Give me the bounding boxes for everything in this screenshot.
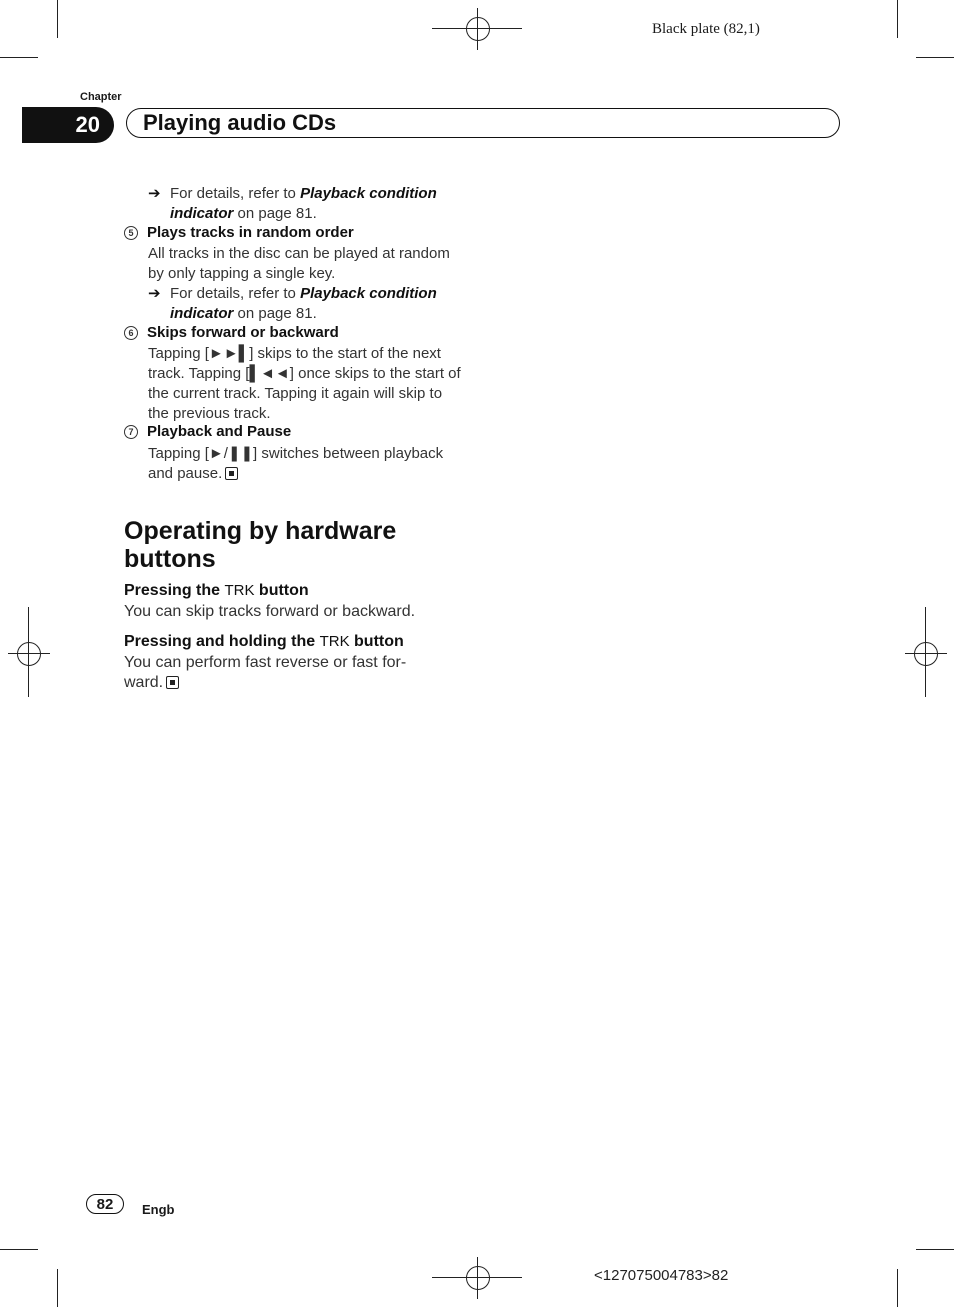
section-title: Operating by hardware buttons bbox=[124, 517, 397, 573]
item-number: 7 bbox=[124, 425, 138, 439]
crop-mark bbox=[57, 0, 58, 38]
item-7-heading: 7 Playback and Pause bbox=[124, 423, 291, 440]
end-of-section-icon bbox=[225, 467, 238, 480]
registration-circle bbox=[466, 17, 490, 41]
reference-link[interactable]: indicator bbox=[170, 305, 234, 322]
crop-mark bbox=[57, 1269, 58, 1307]
item-6-body: track. Tapping [▌◄◄] once skips to the start of bbox=[148, 365, 461, 382]
item-5-body: All tracks in the disc can be played at random bbox=[148, 245, 450, 262]
item-5-heading: 5 Plays tracks in random order bbox=[124, 224, 354, 241]
item-6-heading: 6 Skips forward or backward bbox=[124, 324, 339, 341]
subsection-body: You can skip tracks forward or backward. bbox=[124, 603, 416, 620]
item-7-body: and pause. bbox=[148, 464, 478, 484]
crop-mark bbox=[897, 0, 898, 38]
item-6-body: the current track. Tapping it again will skip to bbox=[148, 385, 443, 402]
item-number: 6 bbox=[124, 326, 138, 340]
crop-mark bbox=[897, 1269, 898, 1307]
chapter-label: Chapter bbox=[80, 91, 122, 103]
reference-link[interactable]: Playback condition bbox=[300, 185, 437, 202]
item-number: 5 bbox=[124, 226, 138, 240]
reference-link[interactable]: Playback condition bbox=[300, 285, 437, 302]
crop-mark bbox=[916, 1249, 954, 1250]
registration-circle bbox=[466, 1266, 490, 1290]
chapter-title: Playing audio CDs bbox=[143, 110, 337, 135]
item-5-body: by only tapping a single key. bbox=[148, 265, 336, 282]
arrow-icon: ➔ bbox=[148, 185, 161, 202]
language-code: Engb bbox=[142, 1202, 175, 1217]
item-6-body: Tapping [►►▌] skips to the start of the next bbox=[148, 345, 441, 362]
reference-note: ➔ For details, refer to Playback condition bbox=[148, 285, 437, 302]
subsection-heading: Pressing and holding the TRK button bbox=[124, 633, 404, 650]
registration-circle bbox=[914, 642, 938, 666]
subsection-body: You can perform fast reverse or fast for- bbox=[124, 654, 407, 671]
subsection-body: ward. bbox=[124, 673, 444, 693]
reference-note-cont: indicator on page 81. bbox=[170, 205, 317, 222]
arrow-icon: ➔ bbox=[148, 285, 161, 302]
subsection-heading: Pressing the TRK button bbox=[124, 582, 309, 599]
page-number: 82 bbox=[86, 1194, 124, 1214]
document-code: <127075004783>82 bbox=[594, 1267, 729, 1284]
reference-link[interactable]: indicator bbox=[170, 205, 234, 222]
end-of-section-icon bbox=[166, 676, 179, 689]
item-7-body: Tapping [►/❚❚] switches between playback bbox=[148, 445, 444, 462]
reference-note: ➔ For details, refer to Playback condition bbox=[148, 185, 437, 202]
crop-mark bbox=[0, 1249, 38, 1250]
reference-note-cont: indicator on page 81. bbox=[170, 305, 317, 322]
plate-label: Black plate (82,1) bbox=[652, 21, 760, 37]
crop-mark bbox=[916, 57, 954, 58]
crop-mark bbox=[0, 57, 38, 58]
item-6-body: the previous track. bbox=[148, 405, 271, 422]
registration-circle bbox=[17, 642, 41, 666]
chapter-number-text: 20 bbox=[75, 112, 100, 137]
chapter-number bbox=[22, 107, 114, 143]
